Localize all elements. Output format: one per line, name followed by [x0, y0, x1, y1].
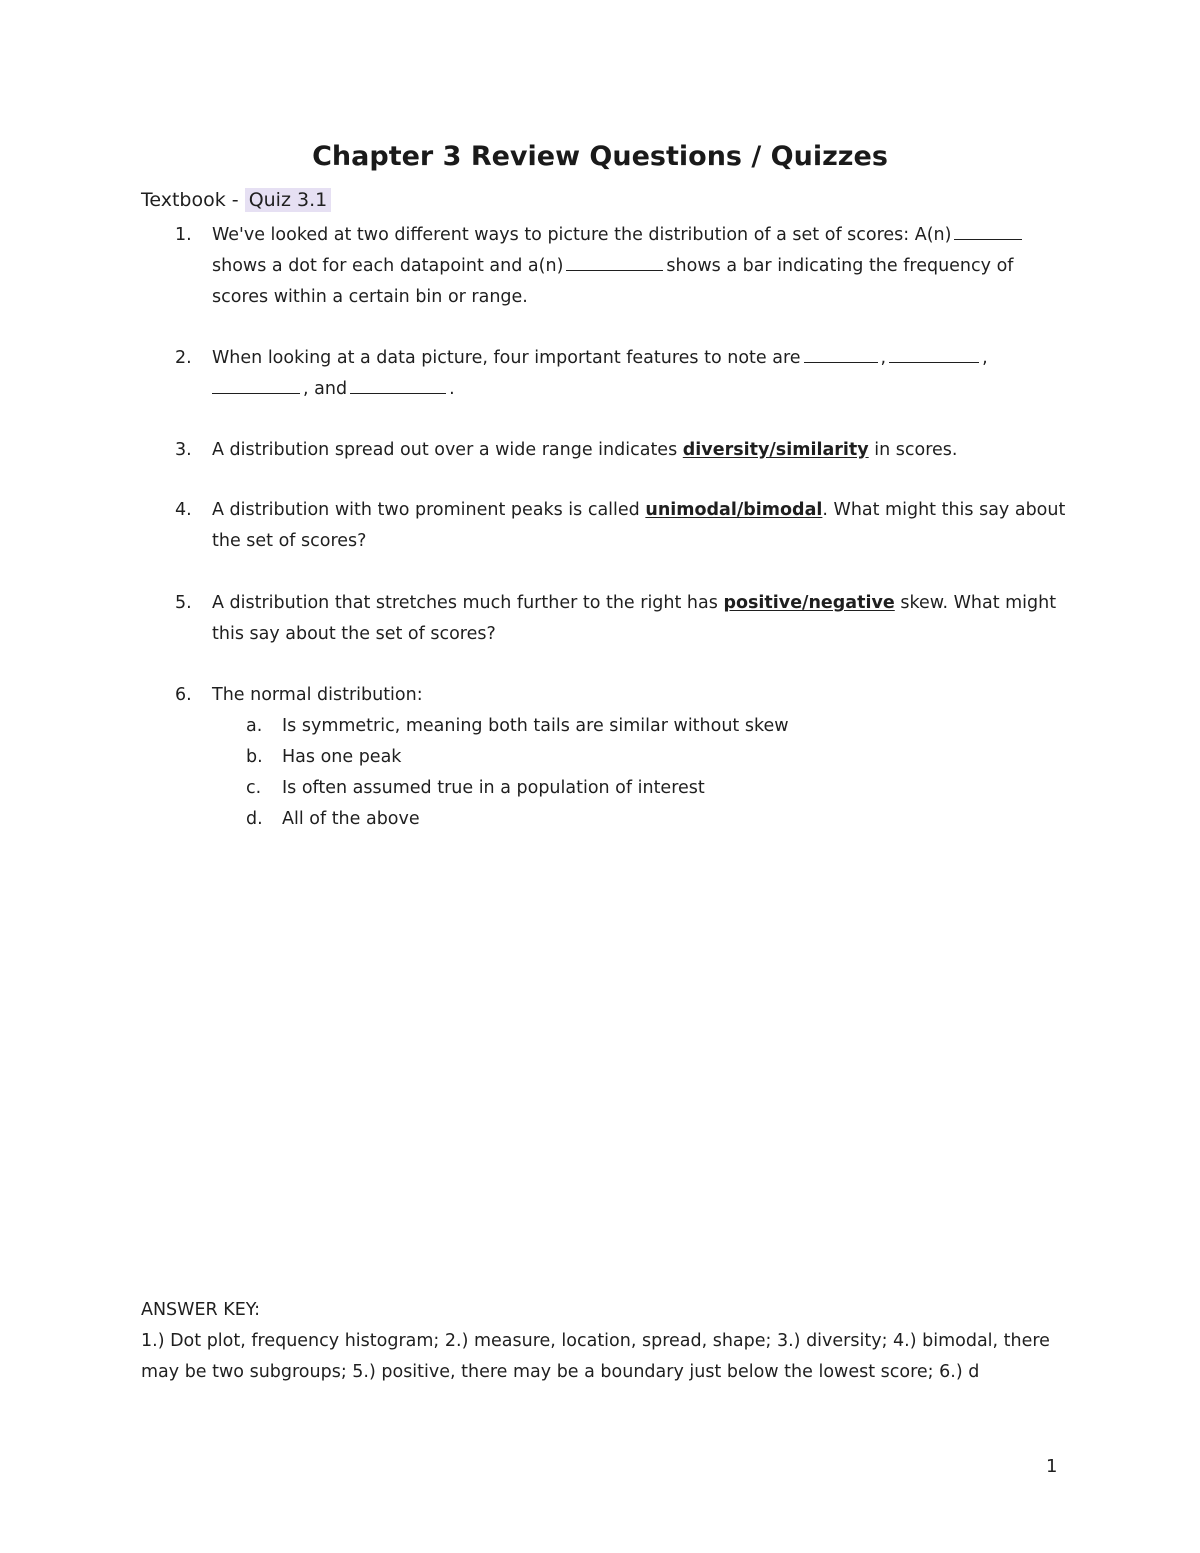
question-text: the set of scores?: [212, 531, 367, 551]
question-number: 3.: [175, 440, 192, 460]
answer-blank: [212, 392, 300, 394]
option-text: Is often assumed true in a population of interest: [282, 778, 705, 798]
page-title: Chapter 3 Review Questions / Quizzes: [312, 141, 888, 172]
question-text: , and: [303, 379, 348, 399]
question-text: shows a dot for each datapoint and a(n): [212, 256, 564, 276]
answer-key-line: may be two subgroups; 5.) positive, there may be a boundary just below the lowest score; 6.) d: [141, 1362, 980, 1382]
option-a: [141, 711, 1061, 742]
question-2: [141, 343, 1061, 405]
question-number: 2.: [175, 348, 192, 368]
quiz-highlight: Quiz 3.1: [245, 188, 332, 212]
answer-blank: [804, 361, 878, 363]
answer-key-line: 1.) Dot plot, frequency histogram; 2.) measure, location, spread, shape; 3.) diversity; 4.) bimodal, there: [141, 1331, 1050, 1351]
question-number: 1.: [175, 225, 192, 245]
subtitle-prefix: Textbook -: [141, 189, 245, 211]
subtitle: [141, 189, 331, 211]
answer-key: [141, 1295, 1081, 1388]
period: .: [449, 379, 455, 399]
comma: ,: [880, 348, 887, 368]
answer-key-heading: ANSWER KEY:: [141, 1300, 261, 1320]
option-text: All of the above: [282, 809, 420, 829]
question-5: [141, 588, 1061, 650]
page-number: 1: [1046, 1456, 1058, 1477]
question-number: 5.: [175, 593, 192, 613]
question-text: skew. What might: [900, 593, 1057, 613]
question-text: A distribution that stretches much further to the right has: [212, 593, 718, 613]
question-text: . What might this say about: [822, 500, 1066, 520]
option-letter: d.: [246, 809, 263, 829]
question-number: 6.: [175, 685, 192, 705]
option-letter: b.: [246, 747, 263, 767]
question-text: A distribution with two prominent peaks is called: [212, 500, 640, 520]
question-text: The normal distribution:: [212, 685, 423, 705]
answer-blank: [954, 238, 1022, 240]
question-text: scores within a certain bin or range.: [212, 287, 528, 307]
answer-choice: positive/negative: [723, 593, 895, 613]
question-text: When looking at a data picture, four important features to note are: [212, 348, 801, 368]
question-3: [141, 435, 1061, 466]
option-text: Has one peak: [282, 747, 402, 767]
option-c: [141, 773, 1061, 804]
answer-choice: unimodal/bimodal: [645, 500, 823, 520]
answer-blank: [566, 269, 663, 271]
answer-blank: [350, 392, 446, 394]
question-text: this say about the set of scores?: [212, 624, 496, 644]
question-text: shows a bar indicating the frequency of: [666, 256, 1014, 276]
question-text: in scores.: [874, 440, 958, 460]
question-text: A distribution spread out over a wide range indicates: [212, 440, 678, 460]
question-1: [141, 220, 1061, 313]
question-number: 4.: [175, 500, 192, 520]
question-6: [141, 680, 1061, 835]
question-text: We've looked at two different ways to picture the distribution of a set of scores: A(n): [212, 225, 952, 245]
option-letter: a.: [246, 716, 263, 736]
answer-blank: [889, 361, 979, 363]
question-4: [141, 495, 1066, 557]
option-b: [141, 742, 1061, 773]
option-d: [141, 804, 1061, 835]
comma: ,: [982, 348, 988, 368]
answer-choice: diversity/similarity: [682, 440, 869, 460]
option-letter: c.: [246, 778, 262, 798]
option-text: Is symmetric, meaning both tails are similar without skew: [282, 716, 789, 736]
